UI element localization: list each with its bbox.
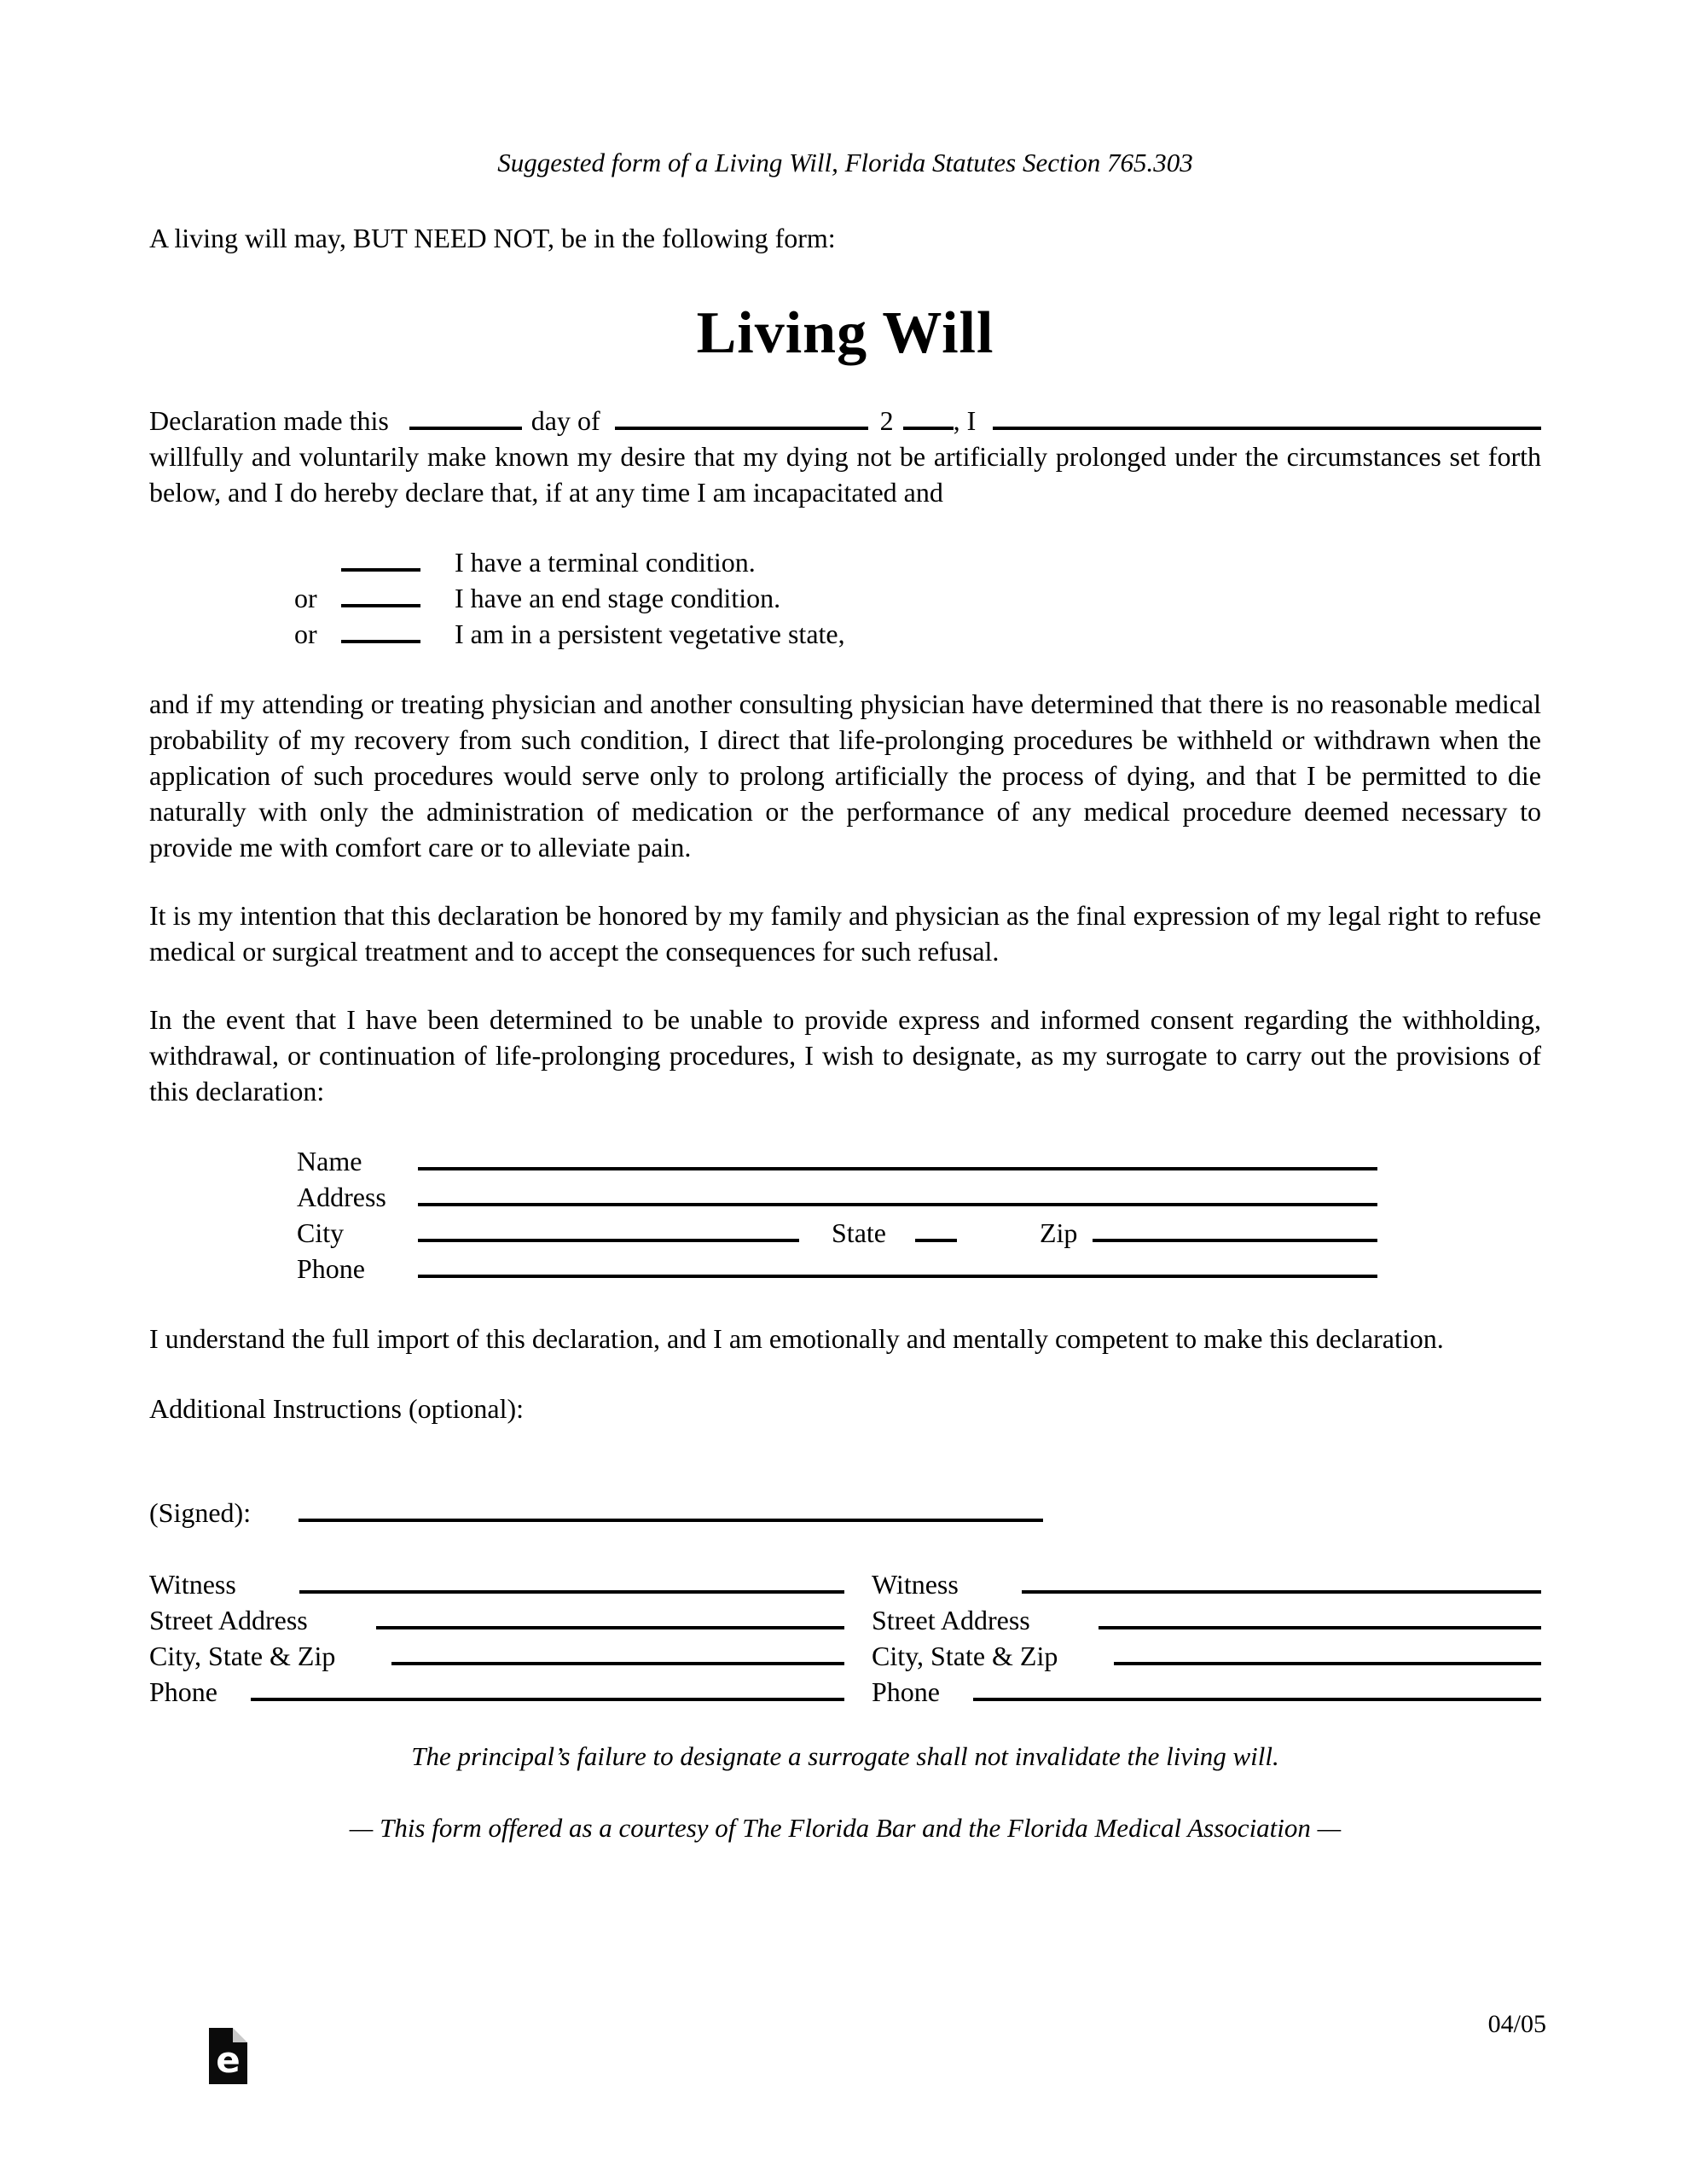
witness1-city-state-zip-blank[interactable]: [391, 1640, 844, 1665]
declaration-comma-i: , I: [953, 405, 977, 436]
vegetative-state-blank[interactable]: [341, 618, 420, 643]
witness-section: [149, 1566, 1541, 1710]
condition-options: [149, 544, 1541, 652]
witness1-phone-row: [149, 1674, 844, 1710]
witness2-phone-row: [872, 1674, 1541, 1710]
state-label: State: [832, 1217, 886, 1248]
witness2-name-row: [872, 1566, 1541, 1602]
surrogate-city-blank[interactable]: [418, 1217, 799, 1242]
signed-label: (Signed):: [149, 1497, 252, 1528]
paragraph-designate-surrogate: In the event that I have been determined to be unable to provide express and informed consent regarding the withholding, withdrawal, or continuation of life-prolonging procedures, I wish to designate, as my surrogate to carry out the provisions of this declaration:: [149, 1004, 1541, 1107]
witness2-street-blank[interactable]: [1099, 1604, 1541, 1629]
witness1-street-blank[interactable]: [376, 1604, 844, 1629]
signed-row: [149, 1495, 1541, 1531]
declarant-name-blank[interactable]: [993, 404, 1541, 430]
witness1-phone-blank[interactable]: [251, 1676, 844, 1701]
phone-label: Phone: [297, 1253, 365, 1284]
surrogate-address-row: [297, 1179, 1377, 1215]
declaration-line: [149, 403, 1541, 439]
page-title: Living Will: [696, 300, 994, 366]
declaration-day-of: day of: [530, 405, 600, 436]
paragraph-physician-determination: and if my attending or treating physician and another consulting physician have determined that there is no reasonable medical probability of my recovery from such condition, I direct that life-prolonging procedures be withheld or withdrawn when the application of such procedures would serve only to prolong artificially the process of dying, and that I be permitted to die naturally with only the administration of medication or the performance of any medical procedure deemed necessary to provide me with comfort care or to alleviate pain.: [149, 688, 1541, 863]
condition-label: I have a terminal condition.: [455, 547, 756, 578]
witness1-city-state-zip-row: [149, 1638, 844, 1674]
condition-row-vegetative: [149, 616, 1541, 652]
name-label: Name: [297, 1146, 362, 1176]
condition-label: I have an end stage condition.: [455, 583, 781, 613]
declaration-month-blank[interactable]: [615, 404, 868, 430]
condition-prefix: or: [294, 583, 317, 613]
witness2-city-state-zip-row: [872, 1638, 1541, 1674]
witness-column-1: [149, 1566, 844, 1710]
witness1-name-blank[interactable]: [299, 1568, 844, 1594]
signature-blank[interactable]: [299, 1496, 1043, 1522]
witness-column-2: [872, 1566, 1541, 1710]
surrogate-zip-blank[interactable]: [1093, 1217, 1377, 1242]
zip-label: Zip: [1039, 1217, 1078, 1248]
declaration-body: willfully and voluntarily make known my desire that my dying not be artificially prolonged under the circumstances set forth below, and I do hereby declare that, if at any time I am incapacitated and: [149, 441, 1541, 508]
intro-line: A living will may, BUT NEED NOT, be in the following form:: [149, 223, 836, 253]
revision-date: 04/05: [1487, 2010, 1546, 2038]
condition-label: I am in a persistent vegetative state,: [455, 619, 845, 649]
surrogate-phone-row: [297, 1251, 1377, 1287]
surrogate-address-blank[interactable]: [418, 1181, 1377, 1206]
end-stage-condition-blank[interactable]: [341, 582, 420, 607]
city-label: City: [297, 1217, 345, 1248]
address-label: Address: [297, 1182, 386, 1212]
paragraph-intention: It is my intention that this declaration be honored by my family and physician as the final expression of my legal right to refuse medical or surgical treatment and to accept the consequences for such refusal.: [149, 900, 1541, 967]
city-state-zip-label: City, State & Zip: [149, 1641, 336, 1671]
street-address-label: Street Address: [149, 1605, 308, 1635]
city-state-zip-label: City, State & Zip: [872, 1641, 1058, 1671]
witness-label: Witness: [872, 1569, 959, 1600]
phone-label: Phone: [149, 1676, 217, 1707]
witness1-street-row: [149, 1602, 844, 1638]
surrogate-city-state-zip-row: [297, 1215, 1377, 1251]
surrogate-state-blank[interactable]: [915, 1217, 957, 1242]
eforms-logo: [209, 2028, 247, 2084]
footer-note-courtesy: — This form offered as a courtesy of The Florida Bar and the Florida Medical Association —: [349, 1813, 1342, 1843]
declaration-year-blank[interactable]: [903, 404, 954, 430]
condition-row-end-stage: [149, 580, 1541, 616]
statute-header-note: Suggested form of a Living Will, Florida Statutes Section 765.303: [497, 148, 1193, 177]
street-address-label: Street Address: [872, 1605, 1030, 1635]
surrogate-name-blank[interactable]: [418, 1145, 1377, 1170]
paragraph-competent: I understand the full import of this declaration, and I am emotionally and mentally competent to make this declaration.: [149, 1323, 1444, 1354]
declaration-year-prefix: 2: [879, 405, 894, 436]
witness-label: Witness: [149, 1569, 236, 1600]
witness2-phone-blank[interactable]: [973, 1676, 1541, 1701]
witness2-city-state-zip-blank[interactable]: [1114, 1640, 1541, 1665]
condition-row-terminal: [149, 544, 1541, 580]
witness1-name-row: [149, 1566, 844, 1602]
witness2-street-row: [872, 1602, 1541, 1638]
document-content: [149, 0, 1541, 1846]
surrogate-phone-blank[interactable]: [418, 1252, 1377, 1278]
footer-note-surrogate: The principal’s failure to designate a surrogate shall not invalidate the living will.: [411, 1741, 1279, 1771]
terminal-condition-blank[interactable]: [341, 546, 420, 572]
witness2-name-blank[interactable]: [1022, 1568, 1541, 1594]
declaration-day-blank[interactable]: [409, 404, 522, 430]
eforms-logo-letter: e: [216, 2039, 241, 2081]
surrogate-name-row: [297, 1143, 1377, 1179]
surrogate-fields: [297, 1143, 1377, 1287]
declaration-lead: Declaration made this: [149, 405, 389, 436]
additional-instructions-label: Additional Instructions (optional):: [149, 1393, 525, 1424]
phone-label: Phone: [872, 1676, 940, 1707]
condition-prefix: or: [294, 619, 317, 649]
